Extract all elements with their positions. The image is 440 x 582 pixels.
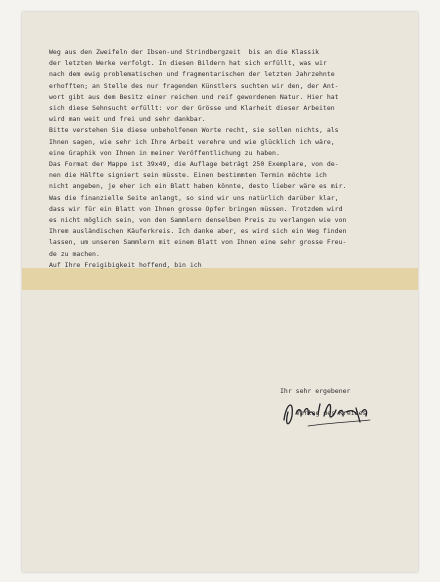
- letter-line: lassen, um unseren Sammlern mit einem Blatt von Ihnen eine sehr grosse Freu-: [49, 238, 347, 247]
- letter-line: Bitte verstehen Sie diese unbeholfenen Worte recht, sie sollen nichts, als: [49, 126, 339, 135]
- letter-line: Auf Ihre Freigibigkeit hoffend, bin ich: [49, 260, 202, 269]
- letter-line: wird man weit und frei und sehr dankbar.: [49, 115, 206, 124]
- letter-line: nen die Hälfte signiert sein müsste. Einen bestimmten Termin möchte ich: [49, 171, 327, 180]
- letter-line: Weg aus den Zweifeln der Ibsen-und Strindbergzeit bis an die Klassik: [49, 48, 320, 56]
- letter-line: nach dem ewig problematischen und fragmentarischen der letzten Jahrzehnte: [49, 70, 335, 79]
- letter-line: de zu machen.: [49, 249, 100, 258]
- letter-line: wort gibt aus dem Besitz einer reichen und reif gewordenen Natur. Hier hat: [49, 92, 339, 101]
- letter-line: eine Graphik von Ihnen in meiner Veröffentlichung zu haben.: [49, 148, 280, 157]
- letter-sheet: [22, 12, 418, 572]
- letter-line: Das Format der Mappe ist 39x49, die Auflage beträgt 250 Exemplare, von de-: [49, 160, 339, 169]
- tape-strip: [22, 268, 418, 290]
- letter-body: [49, 47, 401, 271]
- closing-salutation: Ihr sehr ergebener: [280, 387, 351, 395]
- letter-line: Ihrem ausländischen Käuferkreis. Ich danke aber, es wird sich ein Weg finden: [49, 227, 347, 236]
- letter-line: sich diese Sehnsucht erfüllt: vor der Grösse und Klarheit dieser Arbeiten: [49, 104, 335, 113]
- letter-line: dass wir für ein Blatt von Ihnen grosse Opfer bringen müssen. Trotzdem wird: [49, 204, 343, 213]
- letter-line: Was die finanzielle Seite anlangt, so sind wir uns natürlich darüber klar,: [49, 193, 339, 202]
- letter-line: erhofften; an Stelle des nur fragenden Künstlers suchten wir den, der Ant-: [49, 81, 339, 90]
- letter-line: es nicht möglich sein, von den Sammlern denselben Preis zu verlangen wie von: [49, 216, 347, 225]
- letter-line: nicht angeben, je eher ich ein Blatt haben könnte, desto lieber wäre es mir.: [49, 182, 347, 191]
- closing-sender: Verlag des Kreises: [296, 409, 367, 417]
- handwritten-signature: [278, 390, 378, 434]
- letter-line: Ihnen sagen, wie sehr ich Ihre Arbeit verehre und wie glücklich ich wäre,: [49, 137, 335, 146]
- letter-line: der letzten Werke verfolgt. In diesen Bildern hat sich erfüllt, was wir: [49, 59, 327, 68]
